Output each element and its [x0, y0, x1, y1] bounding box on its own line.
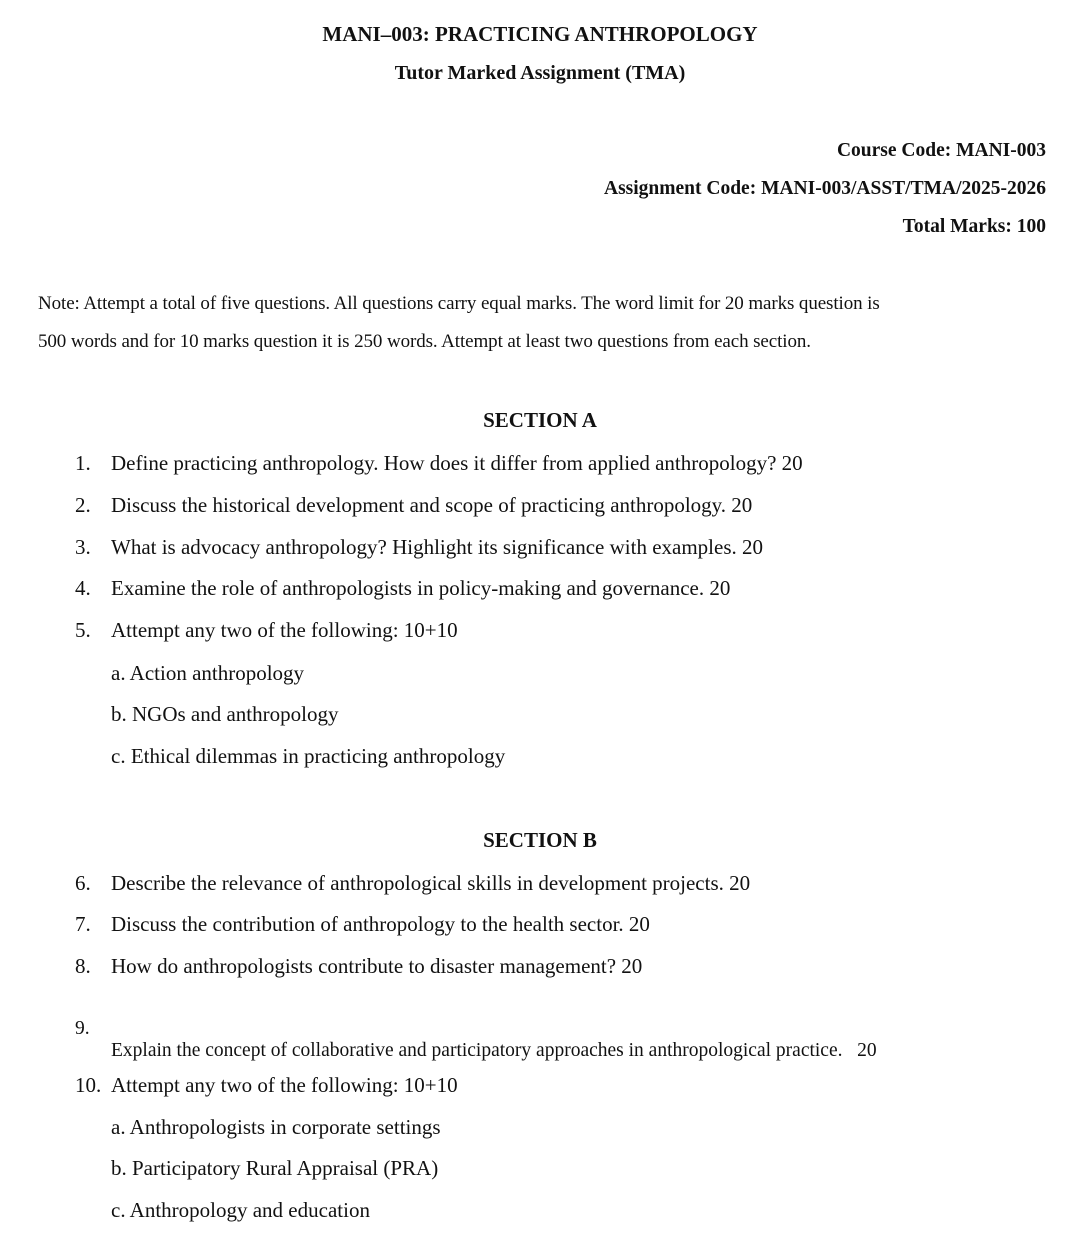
- section-a-heading: SECTION A: [483, 408, 597, 432]
- question-text: What is advocacy anthropology? Highlight its significance with examples. 20: [111, 535, 764, 559]
- question-number: 6.: [75, 871, 91, 895]
- note-line-2: 500 words and for 10 marks question it is 250 words. Attempt at least two questions from each section.: [38, 331, 811, 352]
- question-number: 5.: [75, 618, 91, 642]
- question-text: Examine the role of anthropologists in policy-making and governance. 20: [111, 576, 731, 600]
- question-number: 1.: [75, 451, 91, 475]
- question-text: Discuss the historical development and scope of practicing anthropology. 20: [111, 493, 753, 517]
- question-5-sub-a: a. Action anthropology: [111, 661, 305, 685]
- question-text: Discuss the contribution of anthropology to the health sector. 20: [111, 912, 650, 936]
- section-b-heading: SECTION B: [483, 828, 597, 852]
- document-subtitle: Tutor Marked Assignment (TMA): [394, 62, 686, 84]
- question-number: 3.: [75, 535, 91, 559]
- question-text: Describe the relevance of anthropological skills in development projects. 20: [111, 871, 751, 895]
- question-text: How do anthropologists contribute to disaster management? 20: [111, 954, 643, 978]
- question-number: 9.: [75, 1018, 90, 1039]
- question-number: 8.: [75, 954, 91, 978]
- document-title: MANI–003: PRACTICING ANTHROPOLOGY: [322, 22, 758, 46]
- question-text: Attempt any two of the following: 10+10: [111, 618, 458, 642]
- question-10-sub-a: a. Anthropologists in corporate settings: [111, 1115, 441, 1139]
- question-text: Define practicing anthropology. How does it differ from applied anthropology? 20: [111, 451, 803, 475]
- question-number: 7.: [75, 912, 91, 936]
- question-number: 2.: [75, 493, 91, 517]
- question-number: 10.: [75, 1073, 102, 1097]
- question-text: Explain the concept of collaborative and participatory approaches in anthropological practice. 20: [111, 1040, 877, 1061]
- course-code: Course Code: MANI-003: [836, 140, 1046, 161]
- question-5-sub-b: b. NGOs and anthropology: [111, 702, 339, 726]
- total-marks: Total Marks: 100: [902, 216, 1046, 237]
- question-number: 4.: [75, 576, 91, 600]
- question-10-sub-c: c. Anthropology and education: [111, 1198, 370, 1222]
- question-5-sub-c: c. Ethical dilemmas in practicing anthropology: [111, 744, 506, 768]
- question-9: [75, 996, 1075, 1062]
- note-line-1: Note: Attempt a total of five questions. All questions carry equal marks. The word limit for 20 marks question is: [38, 293, 880, 314]
- assignment-code: Assignment Code: MANI-003/ASST/TMA/2025-2026: [603, 178, 1046, 199]
- question-text: Attempt any two of the following: 10+10: [111, 1073, 458, 1097]
- question-10-sub-b: b. Participatory Rural Appraisal (PRA): [111, 1156, 439, 1180]
